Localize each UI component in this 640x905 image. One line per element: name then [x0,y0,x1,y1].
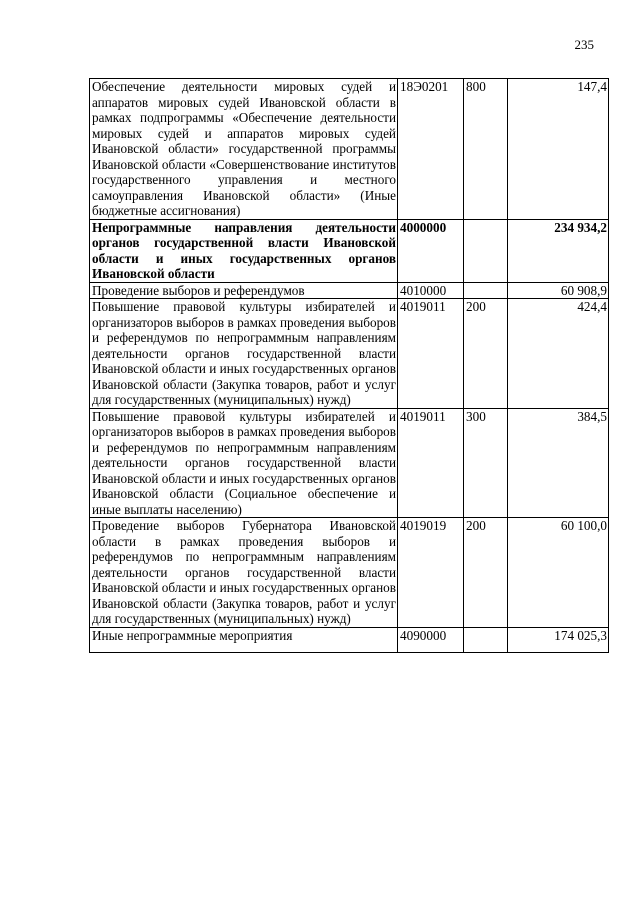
table-row [90,408,609,518]
row-name: Повышение правовой культуры избирателей и организаторов выборов в рамках проведения выборов и референдумов по непрограммным направлениям деятельности органов государственной власти Ивановской области и иных государственных органов Ивановской области (Закупка товаров, работ и услуг для государственных (муниципальных) нужд) [90,299,398,409]
table-row [90,219,609,282]
row-code: 4019011 [398,299,464,409]
row-type: 300 [464,408,508,518]
row-sum: 60 908,9 [508,282,609,299]
row-name: Проведение выборов Губернатора Ивановской области в рамках проведения выборов и референдумов по непрограммным направлениям деятельности органов государственной власти Ивановской области и иных государственных органов Ивановской области (Закупка товаров, работ и услуг для государственных (муниципальных) нужд) [90,518,398,628]
table-row [90,299,609,409]
row-code: 18Э0201 [398,79,464,220]
row-name: Непрограммные направления деятельности органов государственной власти Ивановской области и иных государственных органов Ивановской области [90,219,398,282]
row-name: Обеспечение деятельности мировых судей и аппаратов мировых судей Ивановской области в рамках подпрограммы «Обеспечение деятельности мировых судей и аппаратов мировых судей Ивановской области» государственной программы Ивановской области «Совершенствование институтов государственного управления и местного самоуправления Ивановской области» (Иные бюджетные ассигнования) [90,79,398,220]
row-type [464,282,508,299]
row-code: 4019011 [398,408,464,518]
row-code: 4010000 [398,282,464,299]
row-type: 800 [464,79,508,220]
row-sum: 424,4 [508,299,609,409]
row-name: Иные непрограммные мероприятия [90,627,398,652]
row-sum: 384,5 [508,408,609,518]
row-code: 4090000 [398,627,464,652]
row-sum: 234 934,2 [508,219,609,282]
table-row [90,518,609,628]
budget-table [89,78,609,653]
row-sum: 174 025,3 [508,627,609,652]
table-row [90,282,609,299]
table-row [90,627,609,652]
row-type [464,627,508,652]
page-number: 235 [574,37,594,52]
row-sum: 60 100,0 [508,518,609,628]
row-code: 4019019 [398,518,464,628]
row-sum: 147,4 [508,79,609,220]
row-type: 200 [464,518,508,628]
table-row [90,79,609,220]
row-type [464,219,508,282]
row-code: 4000000 [398,219,464,282]
row-name: Повышение правовой культуры избирателей и организаторов выборов в рамках проведения выборов и референдумов по непрограммным направлениям деятельности органов государственной власти Ивановской области и иных государственных органов Ивановской области (Социальное обеспечение и иные выплаты населению) [90,408,398,518]
row-type: 200 [464,299,508,409]
row-name: Проведение выборов и референдумов [90,282,398,299]
